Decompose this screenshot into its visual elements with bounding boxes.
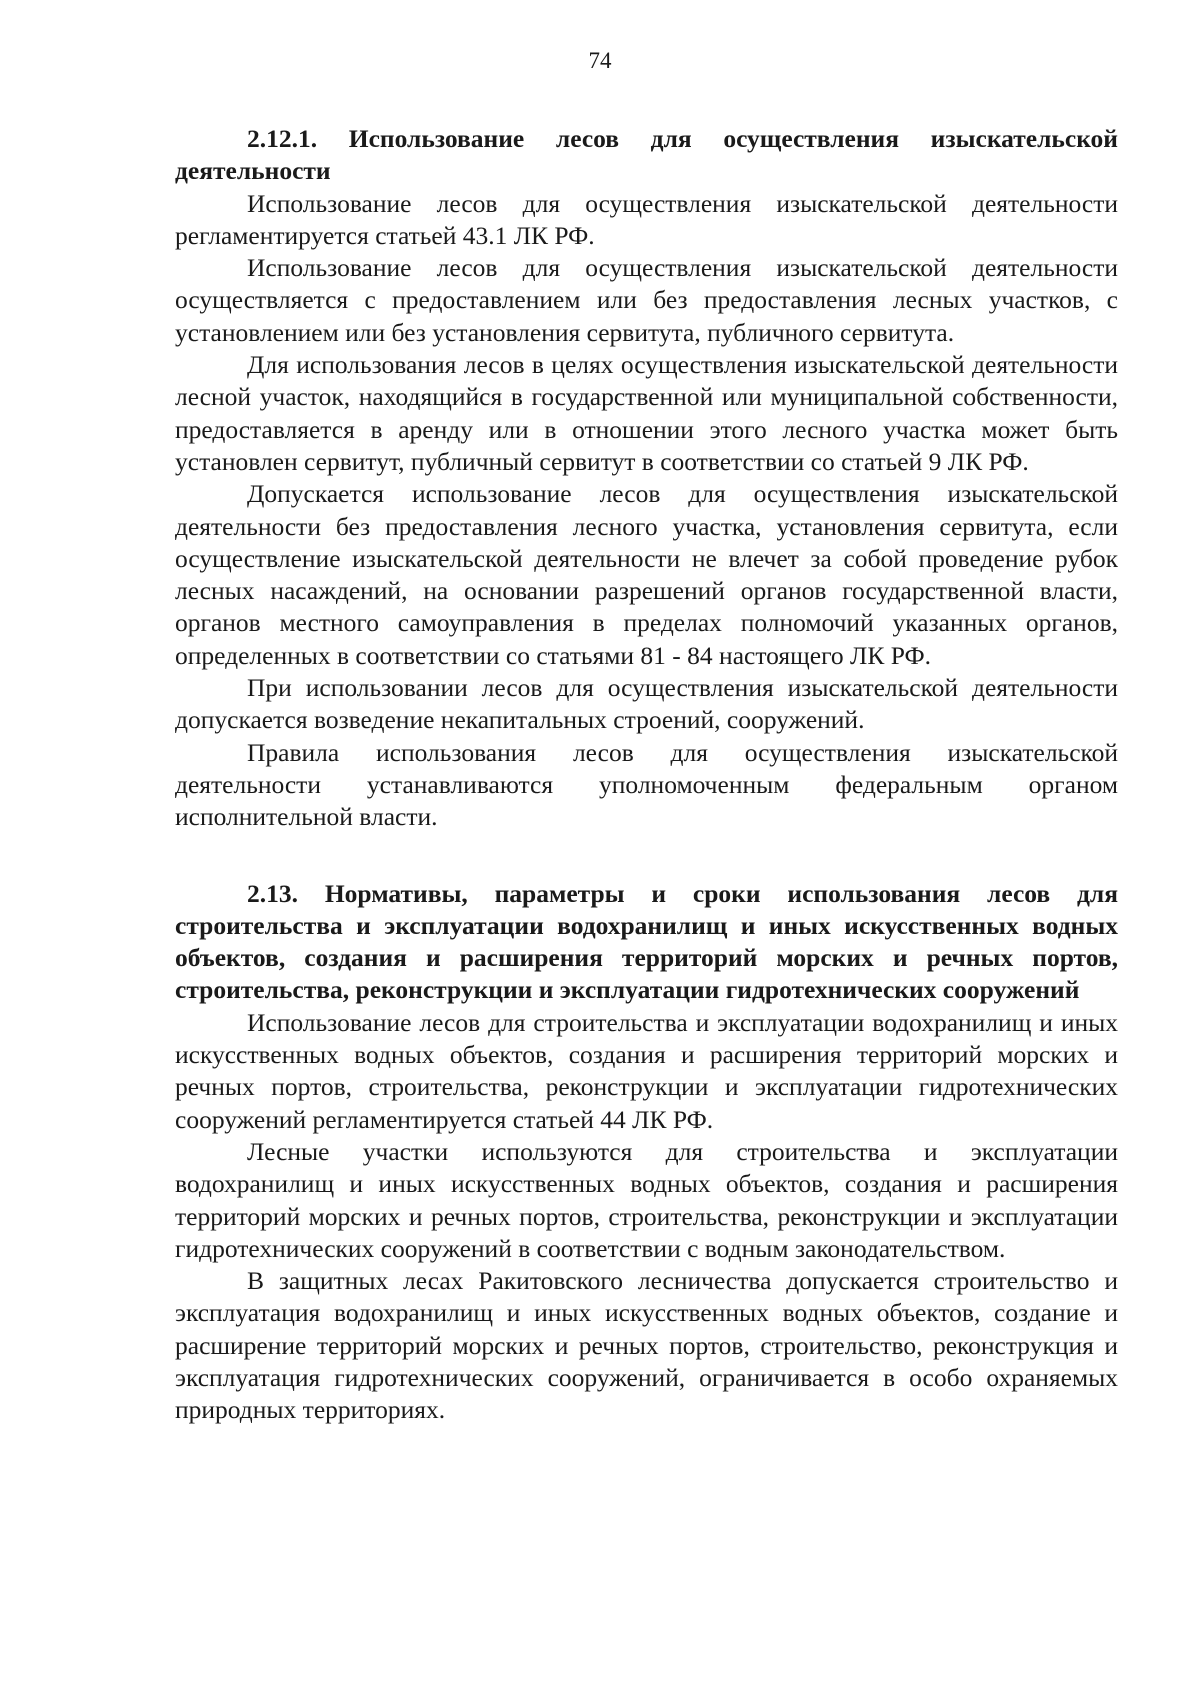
paragraph: Правила использования лесов для осуществления изыскательской деятельности устанавливаются уполномоченным федеральным органом исполнительной власти. [175, 737, 1118, 832]
paragraph: Использование лесов для строительства и эксплуатации водохранилищ и иных искусственных водных объектов, создания и расширения территорий морских и речных портов, строительства, реконструкции и эксплуатации гидротехнических сооружений регламентируется статьей 44 ЛК РФ. [175, 1007, 1118, 1134]
paragraph: Использование лесов для осуществления изыскательской деятельности регламентируется статьей 43.1 ЛК РФ. [175, 188, 1118, 250]
section-2-13 [175, 878, 1118, 1427]
paragraph: В защитных лесах Ракитовского лесничества допускается строительство и эксплуатация водохранилищ и иных искусственных водных объектов, создание и расширение территорий морских и речных портов, строительство, реконструкция и эксплуатация гидротехнических сооружений, ограничивается в особо охраняемых природных территориях. [175, 1266, 1118, 1425]
document-body [175, 123, 1118, 1427]
paragraph: Допускается использование лесов для осуществления изыскательской деятельности без предоставления лесного участка, установления сервитута, если осуществление изыскательской деятельности не влечет за собой проведение рубок лесных насаждений, на основании разрешений органов государственной власти, органов местного самоуправления в пределах полномочий указанных органов, определенных в соответствии со статьями 81 - 84 настоящего ЛК РФ. [175, 479, 1118, 670]
paragraph: При использовании лесов для осуществления изыскательской деятельности допускается возведение некапитальных строений, сооружений. [175, 673, 1118, 735]
page-number: 74 [588, 48, 612, 73]
section-heading: 2.13. Нормативы, параметры и сроки использования лесов для строительства и эксплуатации водохранилищ и иных искусственных водных объектов, создания и расширения территорий морских и речных портов, строительства, реконструкции и эксплуатации гидротехнических сооружений [175, 878, 1118, 1005]
paragraph: Лесные участки используются для строительства и эксплуатации водохранилищ и иных искусственных водных объектов, создания и расширения территорий морских и речных портов, строительства, реконструкции и эксплуатации гидротехнических сооружений в соответствии с водным законодательством. [175, 1136, 1118, 1263]
section-heading: 2.12.1. Использование лесов для осуществления изыскательской деятельности [175, 124, 1118, 186]
section-spacer [175, 834, 1118, 878]
paragraph: Для использования лесов в целях осуществления изыскательской деятельности лесной участок, находящийся в государственной или муниципальной собственности, предоставляется в аренду или в отношении этого лесного участка может быть установлен сервитут, публичный сервитут в соответствии со статьей 9 ЛК РФ. [175, 350, 1118, 476]
paragraph: Использование лесов для осуществления изыскательской деятельности осуществляется с предоставлением или без предоставления лесных участков, с установлением или без установления сервитута, публичного сервитута. [175, 253, 1118, 347]
section-2-12-1 [175, 123, 1118, 834]
